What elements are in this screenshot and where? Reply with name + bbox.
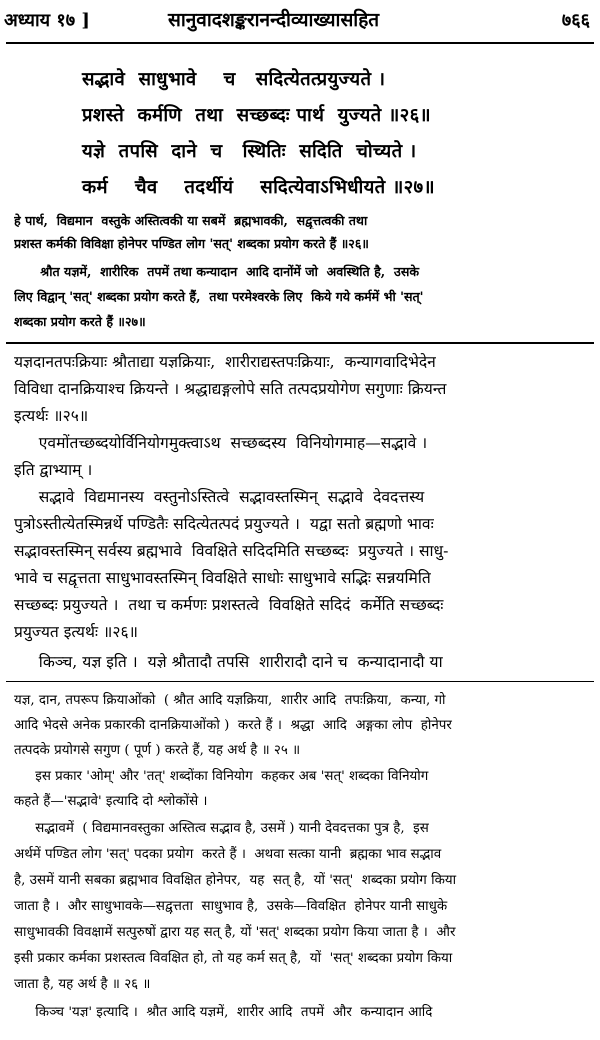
commentary-line: इति द्वाभ्याम् । xyxy=(14,461,93,479)
translation-line: श्रौत यज्ञमें, शारीरिक तपमें तथा कन्यादान आदि दानोंमें जो अवस्थिति है, उसके xyxy=(14,264,420,279)
commentary-line: विविधा दानक्रियाश्च क्रियन्ते । श्रद्धाद्यङ्गलोपे सति तत्पदप्रयोगेण सगुणाः क्रियन्त xyxy=(14,380,447,398)
page-header xyxy=(0,0,600,44)
hindi-line: तत्पदके प्रयोगसे सगुण ( पूर्ण ) करते हैं, यह अर्थ है ॥ २५ ॥ xyxy=(14,743,301,758)
translation-line: प्रशस्त कर्मकी विविक्षा होनेपर पण्डित लोग 'सत्' शब्दका प्रयोग करते हैं ॥२६॥ xyxy=(14,236,369,251)
commentary-line: भावे च सद्वृत्तता साधुभावस्तस्मिन् विवक्षिते साधोः साधुभावे सद्भिः सन्नयमिति xyxy=(14,569,431,587)
running-title: सानुवादशङ्करानन्दीव्याख्यासहित xyxy=(168,9,380,31)
commentary-line: सद्भावे विद्यमानस्य वस्तुनोऽस्तित्वे सद्भावस्तस्मिन् सद्भावे देवदत्तस्य xyxy=(14,488,425,506)
commentary-line: पुत्रोऽस्तीत्येतस्मिन्नर्थे पण्डितैः सदित्येतत्पदं प्रयुज्यते । यद्वा सतो ब्रह्मणो भावः xyxy=(14,515,434,533)
commentary-line: प्रयुज्यत इत्यर्थः ॥२६॥ xyxy=(14,623,138,641)
commentary-line: किञ्च, यज्ञ इति । यज्ञे श्रौतादौ तपसि शारीरादौ दाने च कन्यादानादौ या xyxy=(14,653,443,671)
hindi-line: अर्थमें पण्डित लोग 'सत्' पदका प्रयोग करते हैं । अथवा सत्का यानी ब्रह्मका भाव सद्भाव xyxy=(14,847,442,862)
commentary-line: यज्ञदानतपःक्रियाः श्रौताद्या यज्ञक्रियाः, शारीराद्यस्तपःक्रियाः, कन्यागवादिभेदेन xyxy=(14,353,436,371)
hindi-line: इसी प्रकार कर्मका प्रशस्तत्व विवक्षित हो, तो यह कर्म सत् है, यों 'सत्' शब्दका प्रयोग किया xyxy=(14,951,453,966)
hindi-line: सद्भावमें ( विद्यमानवस्तुका अस्तित्व सद्भाव है, उसमें ) यानी देवदत्तका पुत्र है, इस xyxy=(14,821,429,836)
hindi-line: किञ्च 'यज्ञ' इत्यादि । श्रौत आदि यज्ञमें, शारीर आदि तपमें और कन्यादान आदि xyxy=(14,1005,433,1020)
hindi-line: इस प्रकार 'ओम्' और 'तत्' शब्दोंका विनियोग कहकर अब 'सत्' शब्दका विनियोग xyxy=(14,769,429,784)
hindi-line: जाता है । और साधुभावके—सद्वृत्तता साधुभाव है, उसके—विवक्षित होनेपर यानी साधुके xyxy=(14,899,448,914)
translation-line: लिए विद्वान् 'सत्' शब्दका प्रयोग करते हैं, तथा परमेश्वरके लिए किये गये कर्ममें भी 'सत्' xyxy=(14,289,424,304)
hindi-line: है, उसमें यानी सबका ब्रह्मभाव विवक्षित होनेपर, यह सत् है, यों 'सत्' शब्दका प्रयोग किया xyxy=(14,873,457,888)
hindi-line: साधुभावकी विवक्षामें सत्पुरुषों द्वारा यह सत् है, यों 'सत्' शब्दका प्रयोग किया जाता है । और xyxy=(14,925,456,940)
commentary-line: इत्यर्थः ॥२५॥ xyxy=(14,407,89,425)
verse-line: प्रशस्ते कर्मणि तथा सच्छब्दः पार्थ युज्यते ॥२६॥ xyxy=(82,105,431,126)
commentary-line: सच्छब्दः प्रयुज्यते । तथा च कर्मणः प्रशस्तत्वे विवक्षिते सदिदं कर्मेति सच्छब्दः xyxy=(14,596,444,614)
commentary-line: सद्भावस्तस्मिन् सर्वस्य ब्रह्मभावे विवक्षिते सदिदमिति सच्छब्दः प्रयुज्यते । साधु- xyxy=(14,542,449,560)
hindi-line: जाता है, यह अर्थ है ॥ २६ ॥ xyxy=(14,977,151,992)
commentary-line: एवमोंतच्छब्दयोर्विनियोगमुक्त्वाऽथ सच्छब्दस्य विनियोगमाह—सद्भावे । xyxy=(14,434,428,452)
hindi-line: यज्ञ, दान, तपरूप क्रियाओंको ( श्रौत आदि यज्ञक्रिया, शारीर आदि तपःक्रिया, कन्या, गो xyxy=(14,693,446,708)
hindi-line: आदि भेदसे अनेक प्रकारकी दानक्रियाओंको ) करते हैं । श्रद्धा आदि अङ्गका लोप होनेपर xyxy=(14,718,452,733)
chapter-label: अध्याय १७ ] xyxy=(4,10,90,31)
translation-line: हे पार्थ, विद्यमान वस्तुके अस्तित्वकी या सबमें ब्रह्मभावकी, सद्वृत्तत्वकी तथा xyxy=(14,213,368,228)
section-rule xyxy=(6,342,594,344)
page-number: ७६६ xyxy=(561,10,590,31)
section-rule xyxy=(6,681,594,682)
verse-line: यज्ञे तपसि दाने च स्थितिः सदिति चोच्यते । xyxy=(82,141,417,162)
hindi-line: कहते हैं—'सद्भावे' इत्यादि दो श्लोकोंसे । xyxy=(14,794,208,809)
verse-line: सद्भावे साधुभावे च सदित्येतत्प्रयुज्यते । xyxy=(82,69,386,90)
header-rule xyxy=(6,42,594,44)
translation-line: शब्दका प्रयोग करते हैं ॥२७॥ xyxy=(14,314,146,329)
verse-line: कर्म चैव तदर्थीयं सदित्येवाऽभिधीयते ॥२७॥ xyxy=(82,177,435,198)
